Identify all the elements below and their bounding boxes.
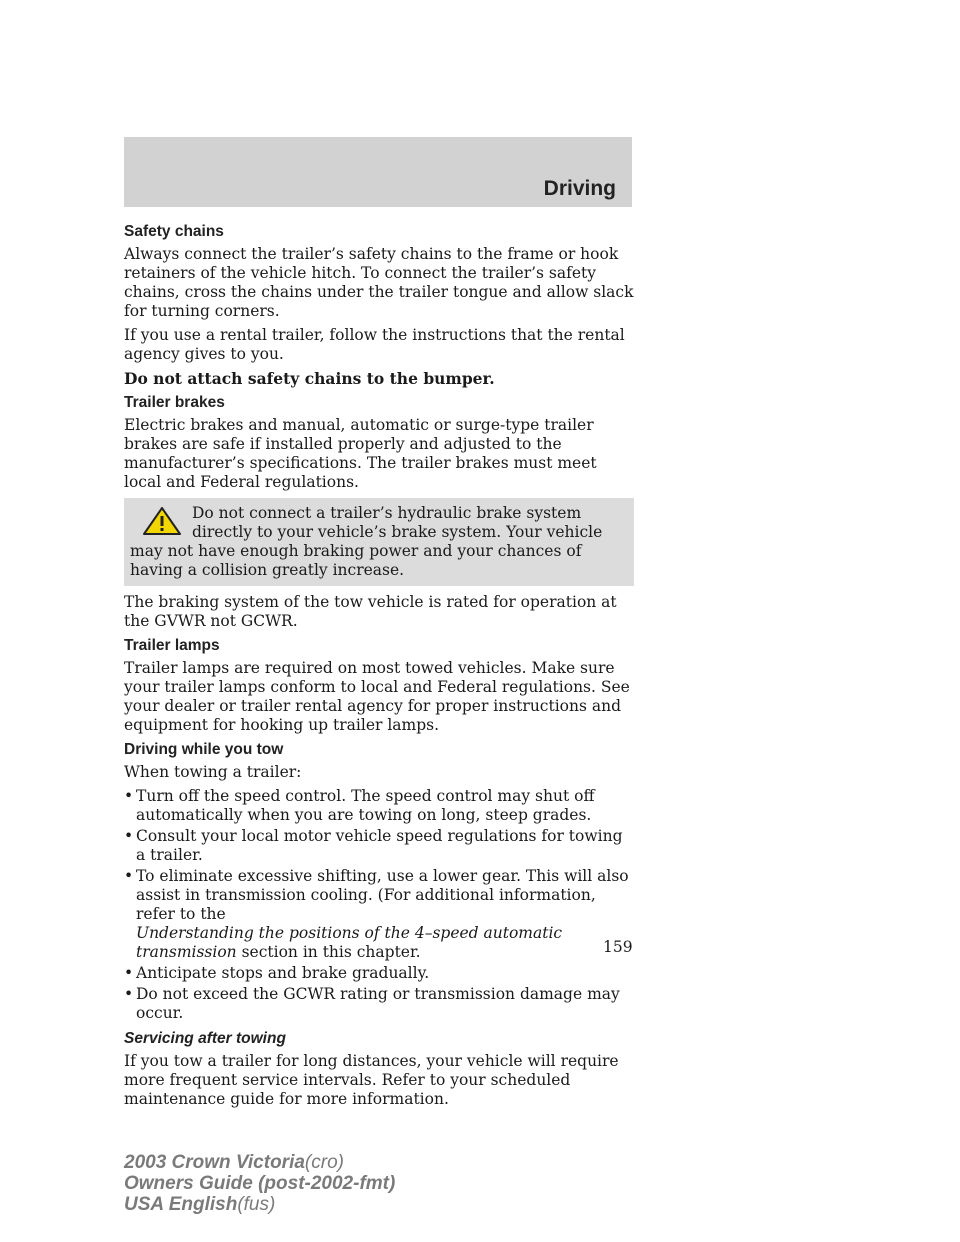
paragraph: If you tow a trailer for long distances, your vehicle will require more frequent service intervals. Refer to your scheduled maintenance guide for more information.: [124, 1052, 619, 1108]
footer-line: USA English(fus): [124, 1194, 276, 1215]
cross-reference: Understanding the positions of the 4–speed automatic transmission: [136, 924, 563, 961]
section-title: Driving: [543, 177, 616, 200]
list-item: • Anticipate stops and brake gradually.: [124, 964, 430, 982]
heading-trailer-lamps: Trailer lamps: [124, 637, 220, 654]
bullet-icon: •: [124, 985, 134, 1003]
paragraph: If you use a rental trailer, follow the instructions that the rental agency gives to you.: [124, 326, 625, 363]
bullet-icon: •: [124, 827, 134, 845]
page-content: [124, 222, 634, 1114]
paragraph: The braking system of the tow vehicle is rated for operation at the GVWR not GCWR.: [124, 593, 617, 630]
paragraph: When towing a trailer:: [124, 763, 302, 781]
bullet-icon: •: [124, 787, 134, 805]
warning-triangle-icon: [142, 506, 182, 536]
paragraph: Always connect the trailer’s safety chains to the frame or hook retainers of the vehicle hitch. To connect the trailer’s safety chains, cross the chains under the trailer tongue and allow slack for turning corners.: [124, 245, 634, 320]
heading-driving-while-tow: Driving while you tow: [124, 741, 284, 758]
paragraph: Trailer lamps are required on most towed vehicles. Make sure your trailer lamps conform to local and Federal regulations. See your dealer or trailer rental agency for proper instructions and equipment for hooking up trailer lamps.: [124, 659, 630, 734]
paragraph: Electric brakes and manual, automatic or surge-type trailer brakes are safe if installed properly and adjusted to the manufacturer’s specifications. The trailer brakes must meet local and Federal regulations.: [124, 416, 597, 491]
heading-trailer-brakes: Trailer brakes: [124, 394, 225, 411]
bullet-list: [124, 787, 634, 1023]
page-number: 159: [603, 938, 633, 956]
document-footer: [124, 1152, 395, 1215]
footer-line: Owners Guide (post-2002-fmt): [124, 1173, 396, 1194]
heading-servicing-after-towing: Servicing after towing: [124, 1030, 286, 1047]
footer-line: 2003 Crown Victoria(cro): [124, 1152, 344, 1173]
bold-notice: Do not attach safety chains to the bumper.: [124, 369, 495, 388]
list-item: • Turn off the speed control. The speed control may shut off automatically when you are towing on long, steep grades.: [124, 787, 595, 824]
warning-box: [124, 498, 634, 586]
section-header-band: [124, 137, 632, 207]
heading-safety-chains: Safety chains: [124, 223, 224, 240]
list-item: • Do not exceed the GCWR rating or transmission damage may occur.: [124, 985, 620, 1022]
list-item: • To eliminate excessive shifting, use a lower gear. This will also assist in transmission cooling. (For additional information, refer to the Understanding the positions of the 4–speed automatic transmission section in this chapter.: [124, 867, 629, 961]
list-item: • Consult your local motor vehicle speed regulations for towing a trailer.: [124, 827, 623, 864]
bullet-icon: •: [124, 867, 134, 885]
bullet-icon: •: [124, 964, 134, 982]
warning-text: Do not connect a trailer’s hydraulic brake system directly to your vehicle’s brake system. Your vehicle may not have enough braking power and your chances of having a collision greatly increase.: [130, 504, 603, 579]
